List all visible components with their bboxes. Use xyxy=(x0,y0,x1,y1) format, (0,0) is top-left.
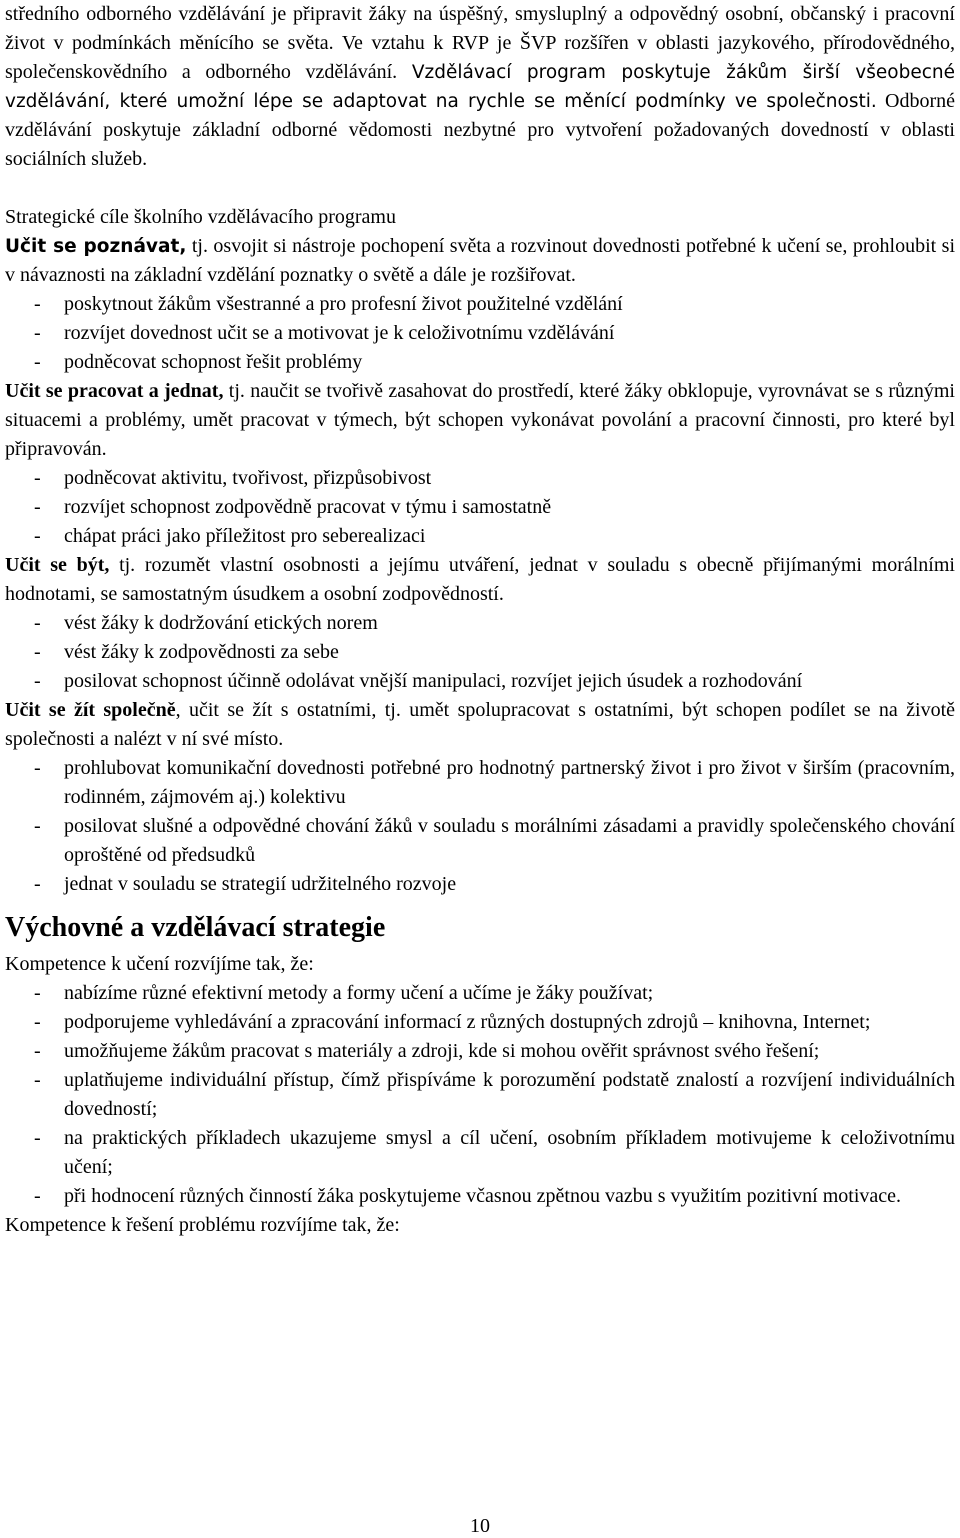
strategic-goals-title: Strategické cíle školního vzdělávacího programu xyxy=(5,206,396,228)
list-item: - vést žáky k zodpovědnosti za sebe xyxy=(34,641,339,663)
goal-section-3 xyxy=(5,551,955,609)
goal-heading: Učit se poznávat, xyxy=(5,236,187,257)
list-item: - poskytnout žákům všestranné a pro profesní život použitelné vzdělání xyxy=(34,293,623,315)
list-item: - posilovat slušné a odpovědné chování žáků v souladu s morálními zásadami a pravidly společenského chování oproštěné od předsudků xyxy=(34,815,955,866)
learning-competence-list xyxy=(5,979,955,1211)
goal-text: naučit se tvořivě zasahovat do prostředí, které žáky obklopuje, vyrovnávat se s různými situacemi a problémy, umět pracovat v týmech, být schopen vykonávat povolání a pracovní činnosti, pro které byl připravován. xyxy=(5,380,955,460)
goal-lead: tj. xyxy=(223,380,245,402)
goal-list-2 xyxy=(5,464,955,551)
intro-tail: Odborné vzdělávání poskytuje základní odborné vědomosti nezbytné pro vytvoření požadovaných dovedností v oblasti sociálních služeb. xyxy=(5,90,955,170)
goal-heading: Učit se žít společně xyxy=(5,699,176,721)
list-item: - posilovat schopnost účinně odolávat vnější manipulaci, rozvíjet jejich úsudek a rozhodování xyxy=(34,670,803,692)
spacer xyxy=(5,174,955,203)
goal-section-1 xyxy=(5,232,955,290)
list-item: - na praktických příkladech ukazujeme smysl a cíl učení, osobním příkladem motivujeme k celoživotnímu učení; xyxy=(34,1127,955,1178)
learning-competence-intro: Kompetence k učení rozvíjíme tak, že: xyxy=(5,953,314,975)
list-item: - podněcovat aktivitu, tvořivost, přizpůsobivost xyxy=(34,467,432,489)
list-item: - rozvíjet dovednost učit se a motivovat je k celoživotnímu vzdělávání xyxy=(34,322,615,344)
goal-section-4 xyxy=(5,696,955,754)
strategies-heading: Výchovné a vzdělávací strategie xyxy=(5,912,386,943)
intro-sans-text: Vzdělávací program poskytuje žákům širší všeobecné vzdělávání, které umožní lépe se adaptovat na rychle se měnící podmínky ve společnosti. xyxy=(5,62,955,112)
list-item: - nabízíme různé efektivní metody a formy učení a učíme je žáky používat; xyxy=(34,982,654,1004)
intro-text-1: středního odborného vzdělávání je připravit žáky na úspěšný, smysluplný a odpovědný osobní, občanský i pracovní život v podmínkách měnícího se světa. xyxy=(5,3,955,54)
goal-heading: Učit se být, xyxy=(5,554,110,576)
intro-text-2: Ve vztahu k RVP je ŠVP rozšířen v oblasti jazykového, přírodovědného, společenskovědního a odborného vzdělávání. xyxy=(5,32,955,83)
list-item: - uplatňujeme individuální přístup, čímž přispíváme k porozumění podstatě znalostí a rozvíjení individuálních dovedností; xyxy=(34,1069,955,1120)
goal-list-3 xyxy=(5,609,955,696)
goal-lead: tj. xyxy=(109,554,136,576)
list-item: - umožňujeme žákům pracovat s materiály a zdroji, kde si mohou ověřit správnost svého řešení; xyxy=(34,1040,820,1062)
intro-paragraph xyxy=(5,0,955,174)
goal-lead: tj. xyxy=(186,235,208,257)
goal-lead: , učit se žít s ostatními, tj. xyxy=(175,699,401,721)
goal-text: rozumět vlastní osobnosti a jejímu utváření, jednat v souladu s obecně přijímanými morálními hodnotami, se samostatným úsudkem a osobní zodpovědností. xyxy=(5,554,955,605)
goal-text: osvojit si nástroje pochopení světa a rozvinout dovednosti potřebné k učení se, prohloubit si v návaznosti na základní vzdělání poznatky o světě a dále je rozšiřovat. xyxy=(5,235,955,286)
list-item: - vést žáky k dodržování etických norem xyxy=(34,612,378,634)
list-item: - prohlubovat komunikační dovednosti potřebné pro hodnotný partnerský život i pro život v širším (pracovním, rodinném, zájmovém aj.) kolektivu xyxy=(34,757,955,808)
page-number: 10 xyxy=(470,1515,490,1537)
list-item: - rozvíjet schopnost zodpovědně pracovat v týmu i samostatně xyxy=(34,496,552,518)
list-item: - chápat práci jako příležitost pro seberealizaci xyxy=(34,525,426,547)
goal-text: umět spolupracovat s ostatními, být schopen podílet se na životě společnosti a nalézt v ní své místo. xyxy=(5,699,956,750)
list-item: - při hodnocení různých činností žáka poskytujeme včasnou zpětnou vazbu s využitím pozitivní motivace. xyxy=(34,1185,902,1207)
document-page xyxy=(5,0,955,1240)
list-item: - jednat v souladu se strategií udržitelného rozvoje xyxy=(34,873,457,895)
goal-list-4 xyxy=(5,754,955,899)
goal-heading: Učit se pracovat a jednat, xyxy=(5,380,224,402)
goal-list-1 xyxy=(5,290,955,377)
list-item: - podněcovat schopnost řešit problémy xyxy=(34,351,363,373)
list-item: - podporujeme vyhledávání a zpracování informací z různých dostupných zdrojů – knihovna, Internet; xyxy=(34,1011,871,1033)
problem-competence-intro: Kompetence k řešení problému rozvíjíme tak, že: xyxy=(5,1214,400,1236)
goal-section-2 xyxy=(5,377,955,464)
